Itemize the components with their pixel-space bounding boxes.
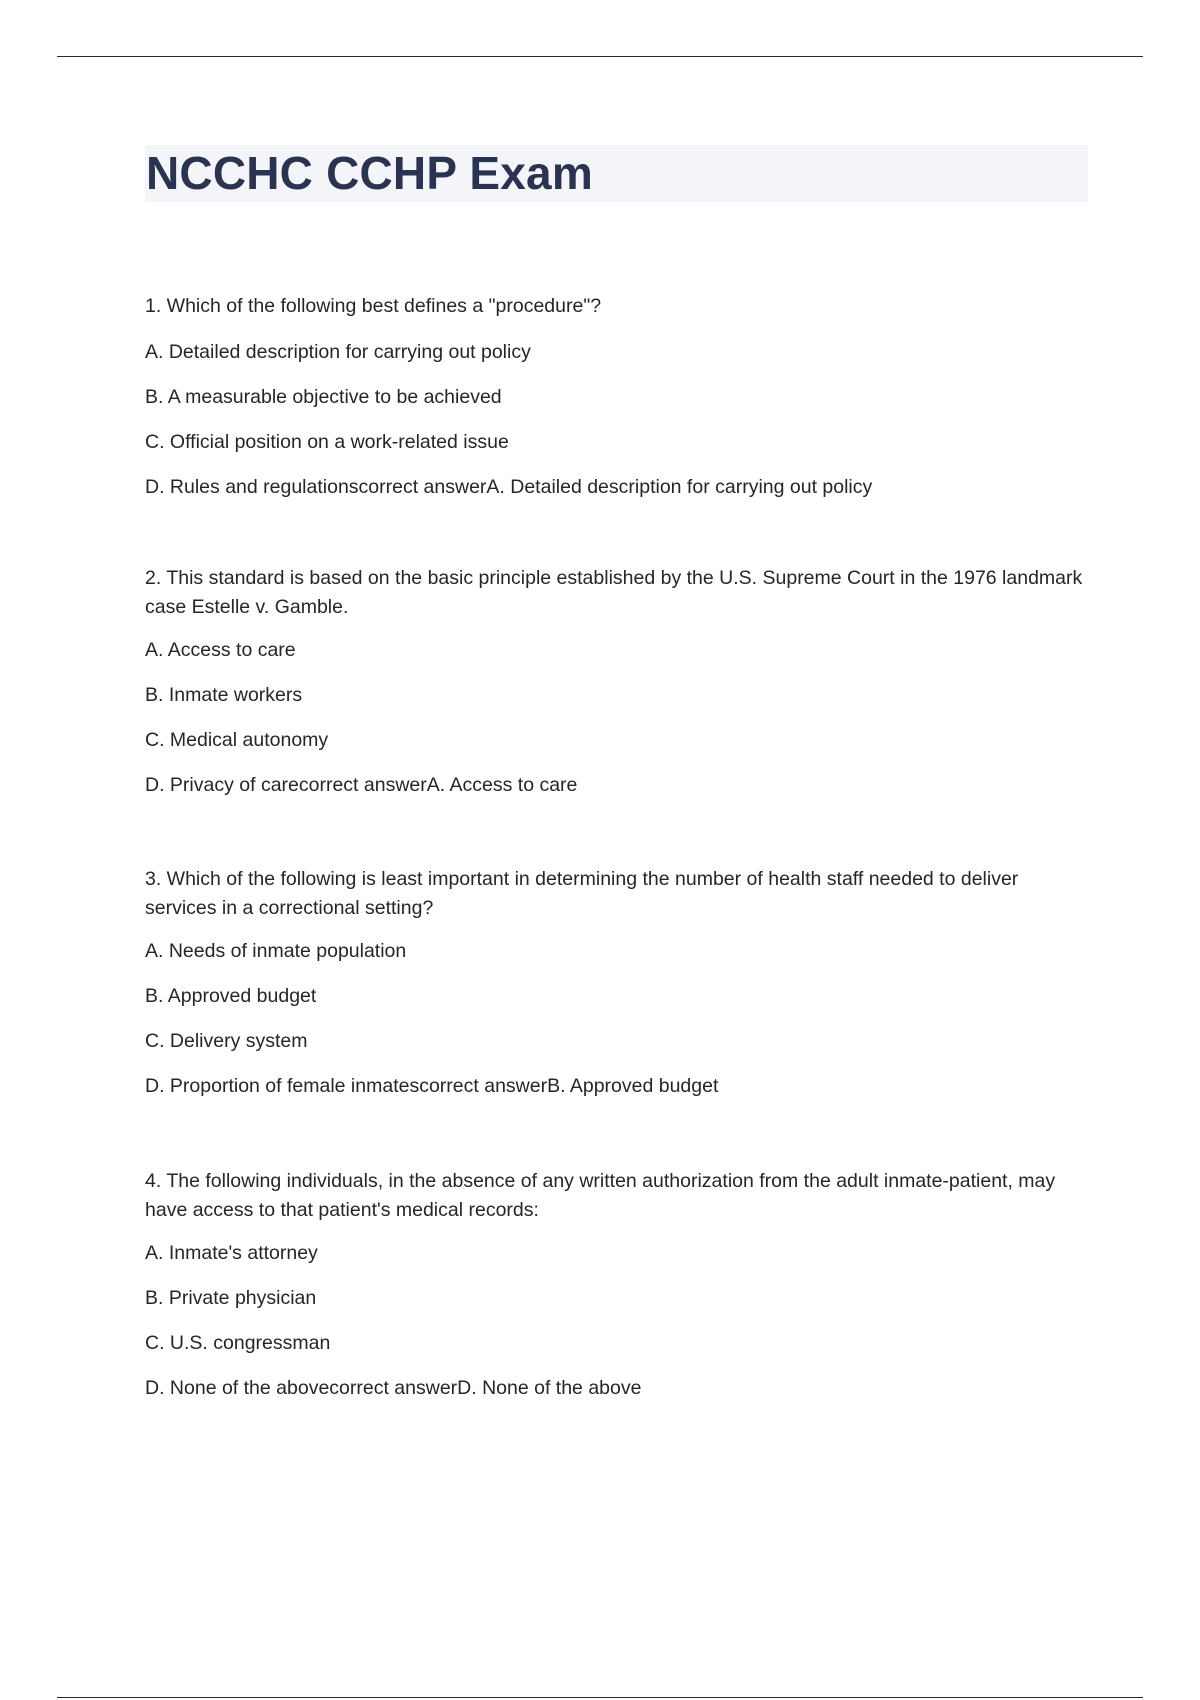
- question-1: [145, 292, 1095, 518]
- answer-option-b: B. Private physician: [145, 1287, 317, 1309]
- top-rule: [57, 56, 1143, 57]
- question-prompt: 1. Which of the following best defines a "procedure"?: [145, 295, 602, 317]
- answer-option-c: C. U.S. congressman: [145, 1332, 331, 1354]
- question-prompt: 4. The following individuals, in the absence of any written authorization from the adult inmate-patient, may have access to that patient's medical records:: [145, 1170, 1056, 1221]
- question-prompt: 3. Which of the following is least important in determining the number of health staff needed to deliver services in a correctional setting?: [145, 868, 1019, 919]
- answer-option-b: B. A measurable objective to be achieved: [145, 385, 502, 408]
- answer-option-a: A. Access to care: [145, 639, 296, 661]
- question-2: [145, 564, 1095, 816]
- answer-option-b: B. Approved budget: [145, 985, 317, 1007]
- answer-option-c: C. Medical autonomy: [145, 729, 329, 751]
- answer-option-c: C. Official position on a work-related issue: [145, 430, 509, 453]
- document-title: NCCHC CCHP Exam: [146, 147, 593, 199]
- answer-option-a: A. Detailed description for carrying out policy: [145, 340, 531, 363]
- question-prompt: 2. This standard is based on the basic principle established by the U.S. Supreme Court in the 1976 landmark case Estelle v. Gamble.: [145, 567, 1083, 618]
- question-3: [145, 865, 1095, 1117]
- answer-option-b: B. Inmate workers: [145, 684, 303, 706]
- answer-option-a: A. Needs of inmate population: [145, 940, 407, 962]
- question-4: [145, 1167, 1095, 1419]
- answer-option-d: D. Privacy of carecorrect answerA. Access to care: [145, 774, 578, 796]
- answer-option-c: C. Delivery system: [145, 1030, 308, 1052]
- bottom-rule: [57, 1697, 1143, 1698]
- answer-option-a: A. Inmate's attorney: [145, 1242, 318, 1264]
- answer-option-d: D. Rules and regulationscorrect answerA. Detailed description for carrying out policy: [145, 475, 873, 498]
- answer-option-d: D. None of the abovecorrect answerD. None of the above: [145, 1377, 642, 1399]
- answer-option-d: D. Proportion of female inmatescorrect answerB. Approved budget: [145, 1075, 719, 1097]
